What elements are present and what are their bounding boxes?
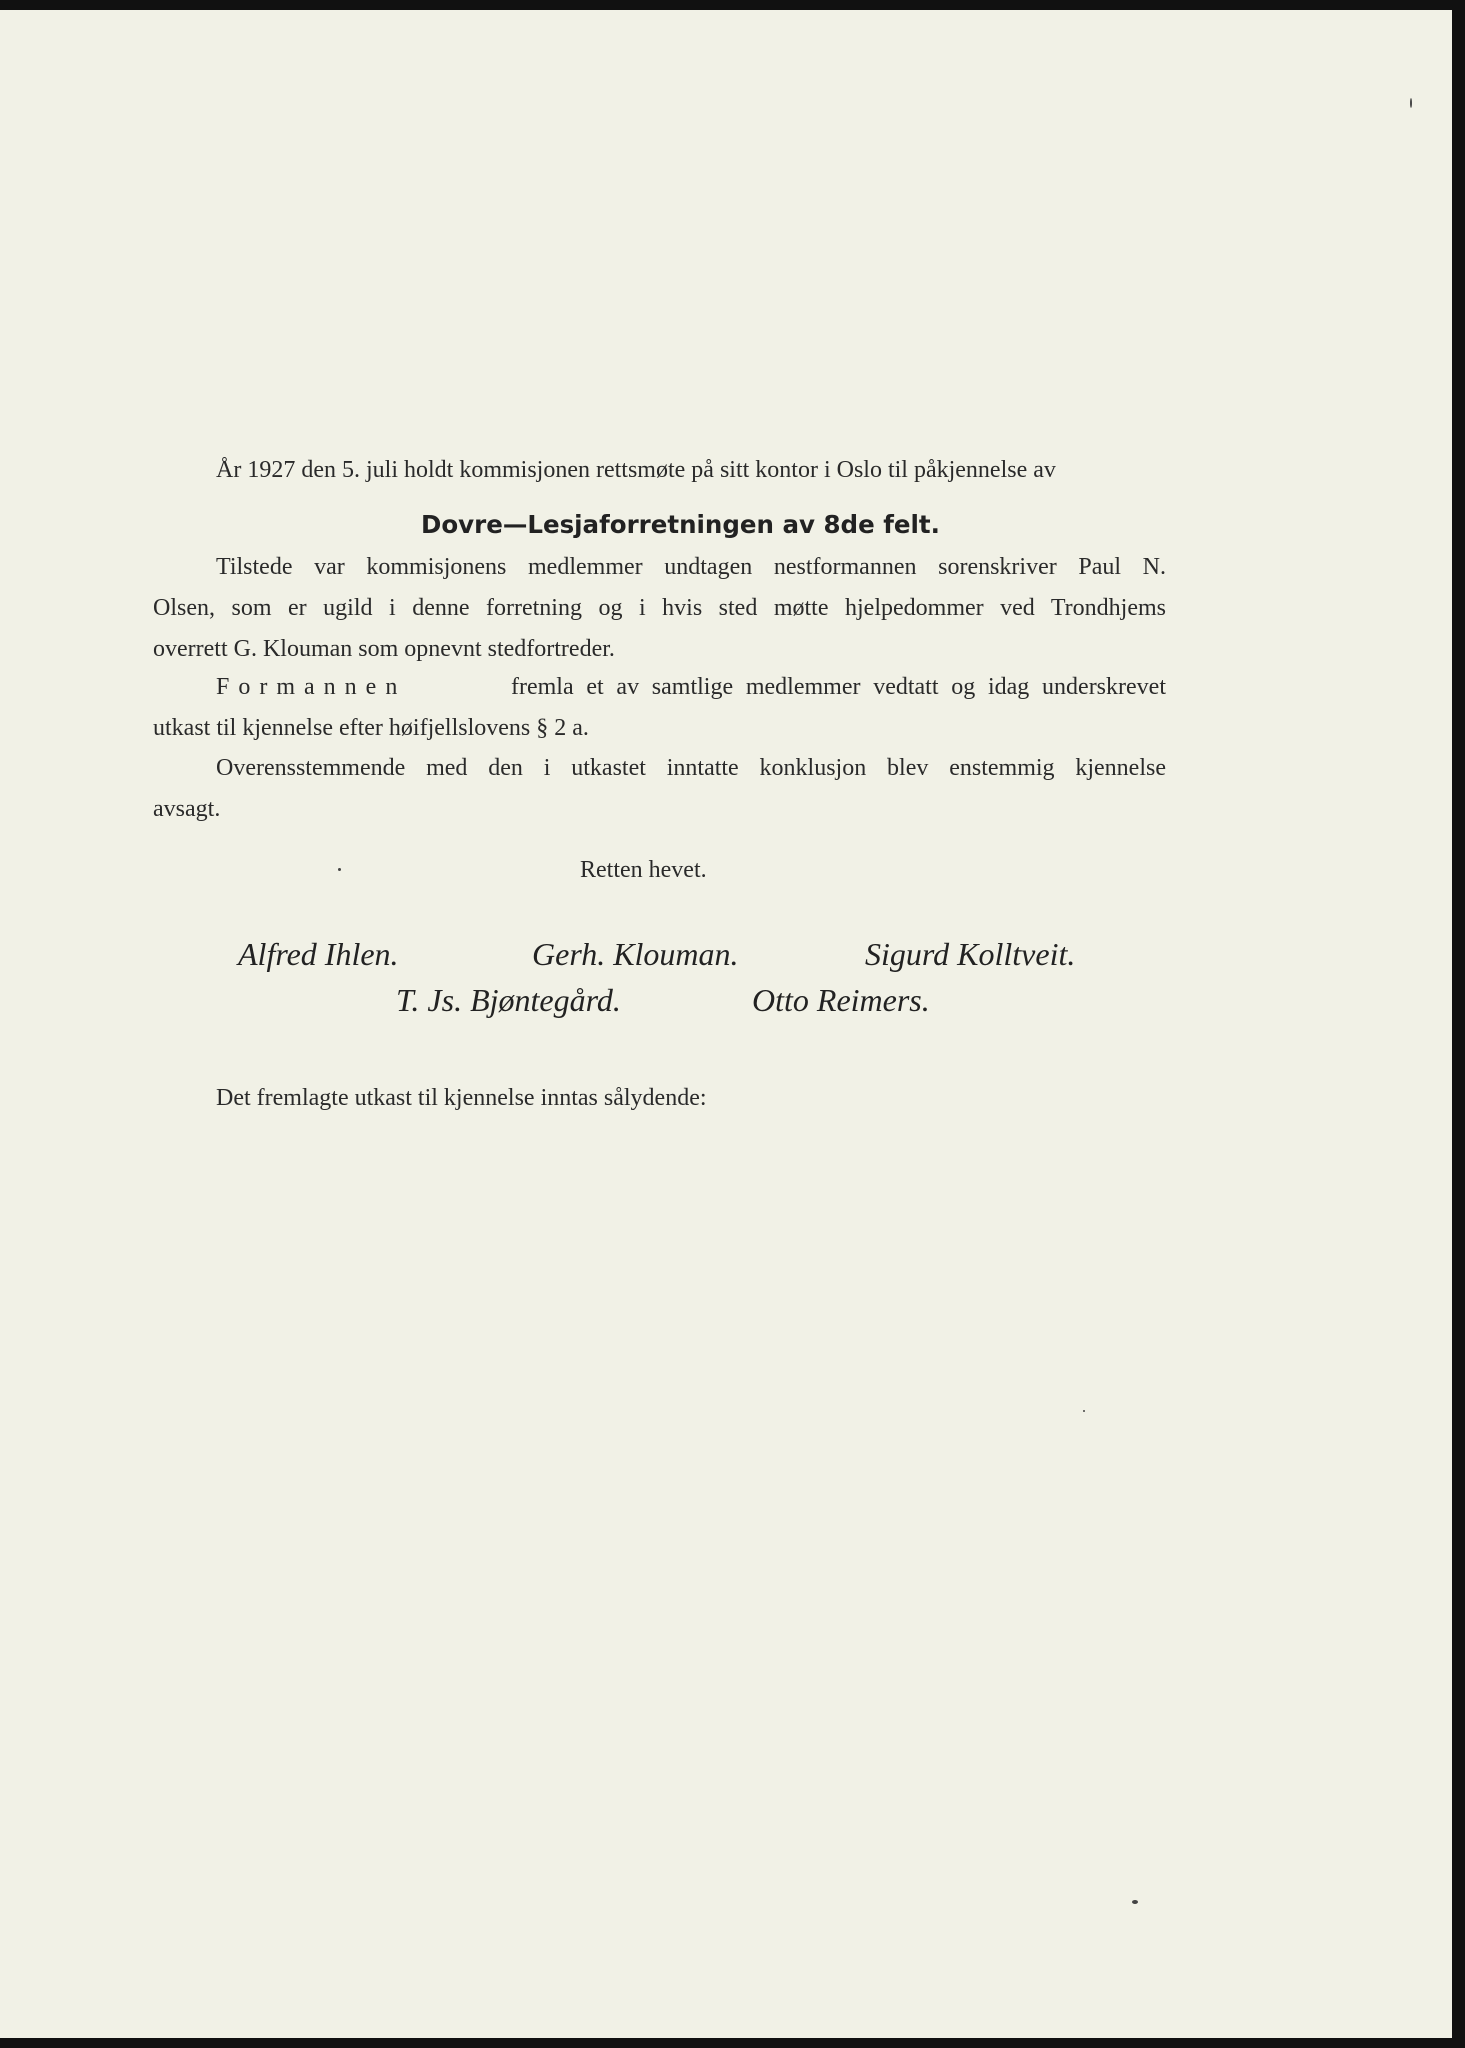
footer-line: Det fremlagte utkast til kjennelse inntas sålydende: bbox=[216, 1085, 707, 1111]
formannen-word: Formannen bbox=[216, 674, 407, 700]
para1-line2: Olsen, som er ugild i denne forretning og i hvis sted møtte hjelpedommer ved Trondhjems bbox=[153, 595, 1166, 621]
para3-line1: Overensstemmende med den i utkastet inntatte konklusjon blev enstemmig kjennelse bbox=[216, 755, 1166, 781]
paper-speck bbox=[1410, 98, 1412, 108]
signature: Otto Reimers. bbox=[752, 982, 930, 1018]
case-heading: Dovre—Lesjaforretningen av 8de felt. bbox=[421, 510, 940, 539]
para3-line2: avsagt. bbox=[153, 796, 221, 822]
para1-line3: overrett G. Klouman som opnevnt stedfortreder. bbox=[153, 636, 615, 662]
signature: Sigurd Kolltveit. bbox=[865, 936, 1076, 972]
para2-line1-rest: fremla et av samtlige medlemmer vedtatt og idag underskrevet bbox=[511, 674, 1166, 700]
paper-speck bbox=[1132, 1900, 1138, 1904]
paper-speck bbox=[338, 868, 341, 871]
closing-line: Retten hevet. bbox=[580, 857, 707, 883]
paper-speck bbox=[1083, 1410, 1085, 1412]
signature: T. Js. Bjøntegård. bbox=[396, 982, 621, 1018]
para2-line2: utkast til kjennelse efter høifjellslovens § 2 a. bbox=[153, 715, 589, 741]
signature: Gerh. Klouman. bbox=[532, 936, 739, 972]
document-page bbox=[0, 10, 1452, 2038]
intro-line: År 1927 den 5. juli holdt kommisjonen rettsmøte på sitt kontor i Oslo til påkjennelse av bbox=[216, 457, 1056, 483]
signature: Alfred Ihlen. bbox=[238, 936, 399, 972]
para2-line1 bbox=[216, 667, 1166, 707]
para1-line1: Tilstede var kommisjonens medlemmer undtagen nestformannen sorenskriver Paul N. bbox=[216, 554, 1166, 580]
